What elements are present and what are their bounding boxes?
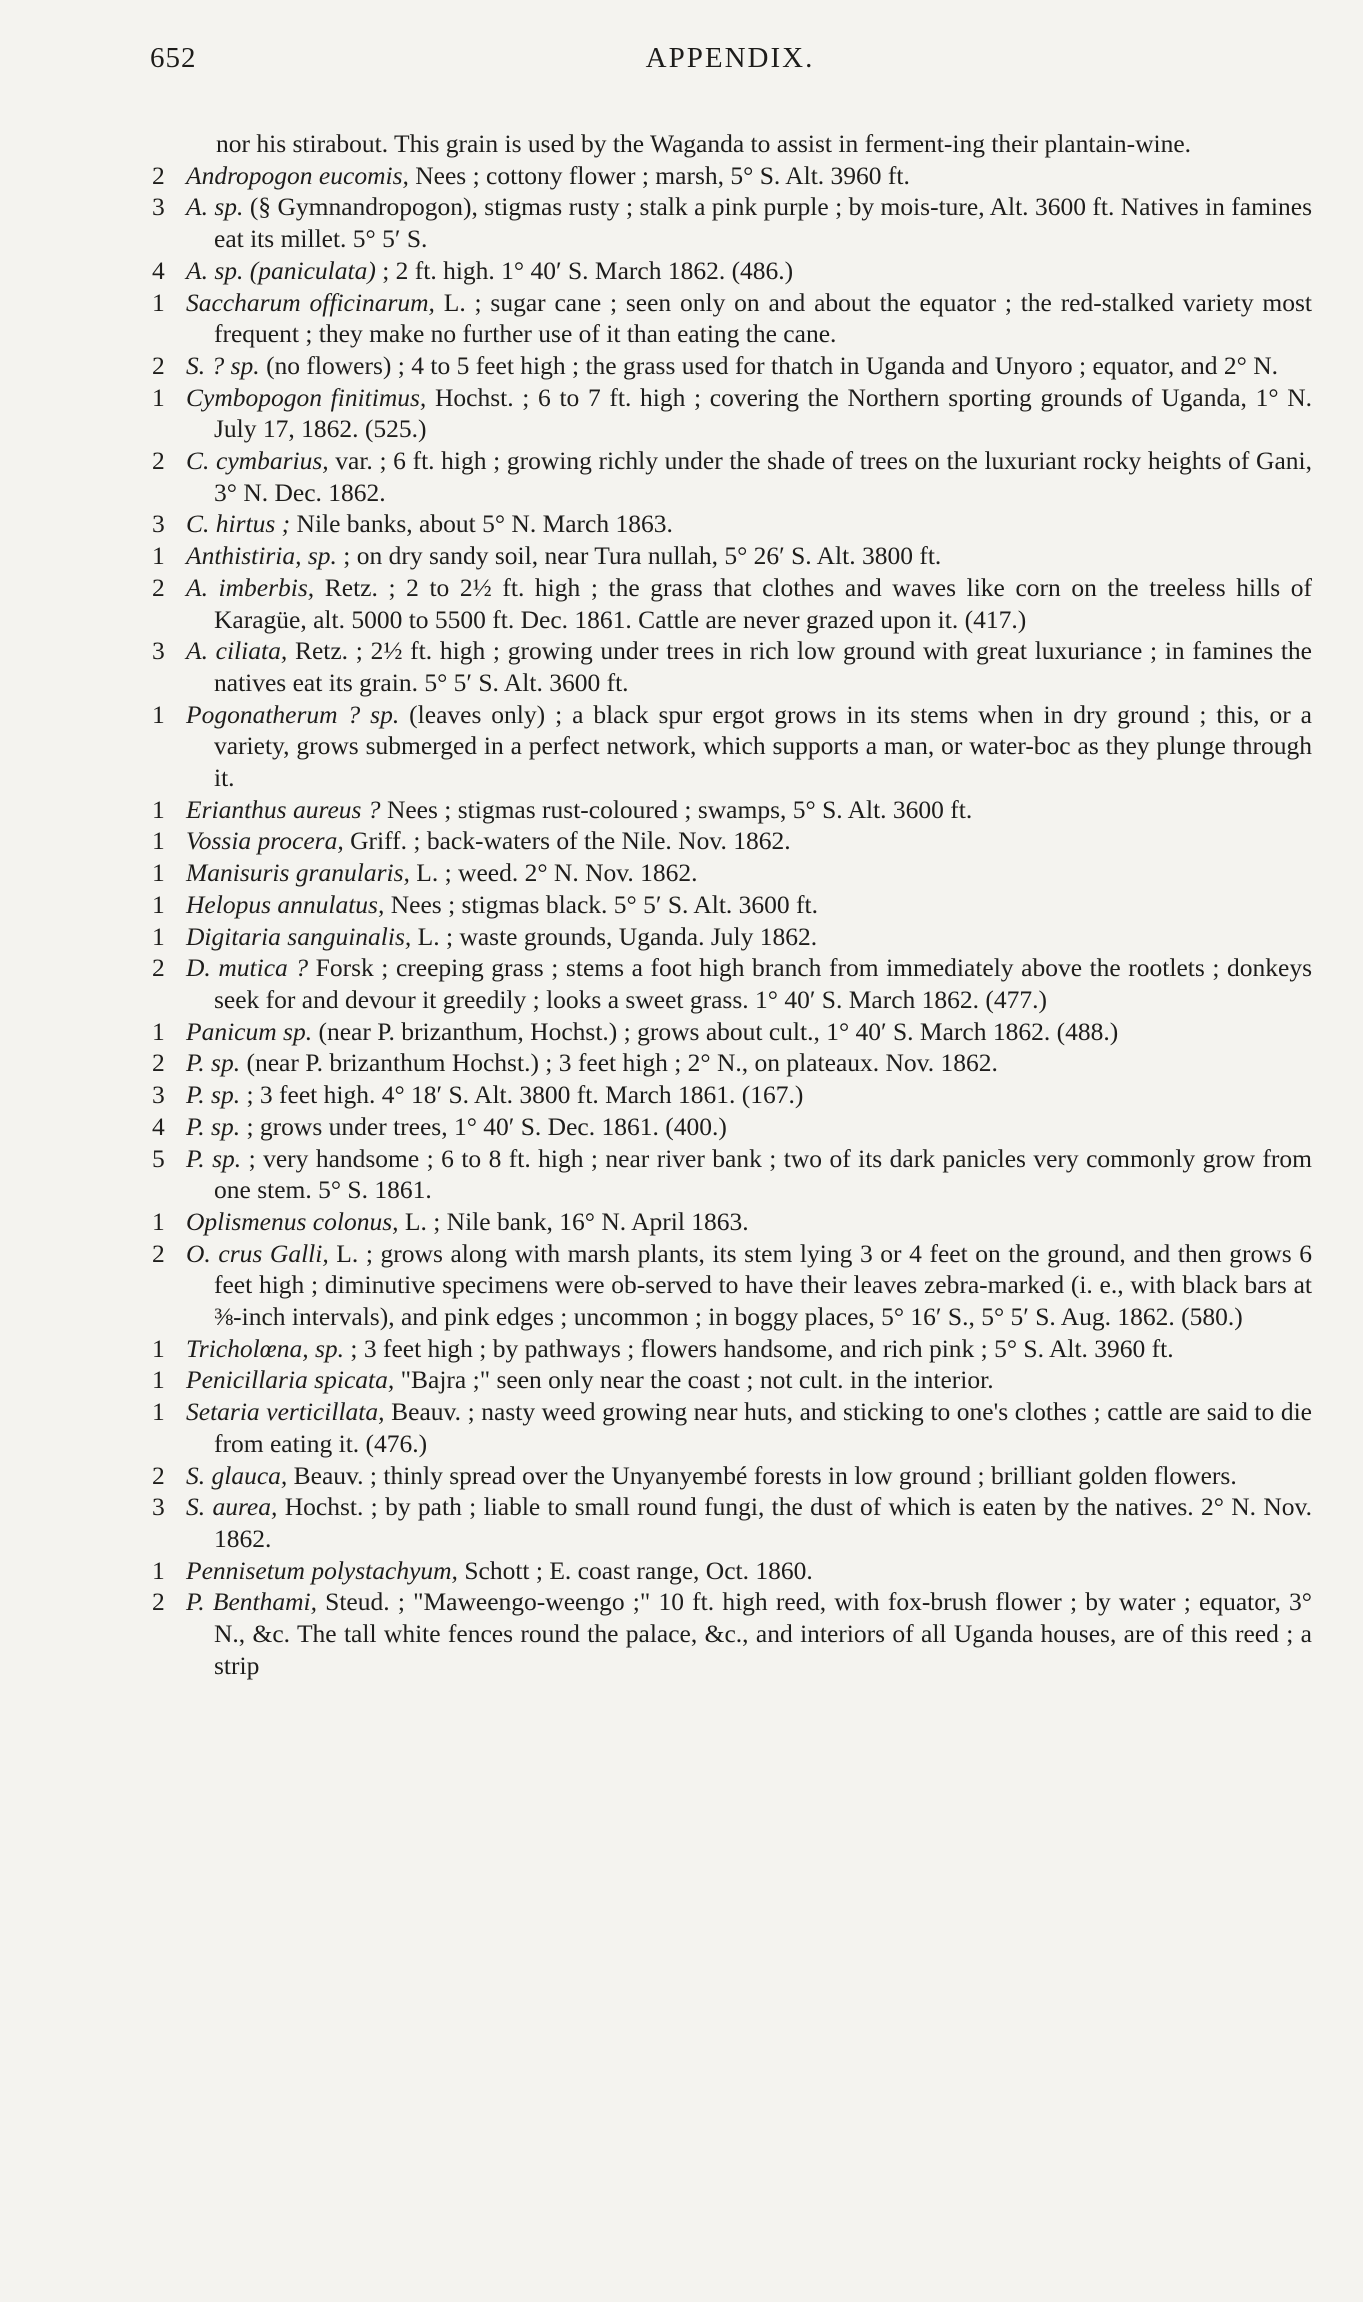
species-description: ; very handsome ; 6 to 8 ft. high ; near river bank ; two of its dark panicles very commonly grow from one stem. 5° S. 1861.	[214, 1143, 1312, 1205]
entry-text	[186, 889, 1312, 921]
entry-number: 1	[152, 858, 165, 888]
entry-text	[186, 1206, 1312, 1238]
species-name: S. ? sp.	[186, 350, 260, 380]
species-description: ; grows under trees, 1° 40′ S. Dec. 1861. (400.)	[240, 1111, 727, 1141]
entry-text	[186, 1079, 1312, 1111]
species-name: Anthistiria, sp.	[186, 541, 337, 571]
species-name: P. sp.	[186, 1048, 241, 1078]
species-name: Panicum sp.	[186, 1016, 313, 1046]
species-description: Schott ; E. coast range, Oct. 1860.	[457, 1555, 813, 1585]
species-name: Penicillaria spicata,	[186, 1365, 395, 1395]
species-description: ; 3 feet high. 4° 18′ S. Alt. 3800 ft. March 1861. (167.)	[240, 1080, 804, 1110]
entry-text	[186, 1555, 1312, 1587]
species-description: L. ; waste grounds, Uganda. July 1862.	[411, 921, 818, 951]
species-description: Hochst. ; 6 to 7 ft. high ; covering the Northern sporting grounds of Uganda, 1° N. July 17, 1862. (525.)	[214, 382, 1312, 444]
species-name: S. aurea,	[186, 1492, 278, 1522]
entry-text	[186, 1238, 1312, 1333]
species-name: Helopus annulatus,	[186, 889, 385, 919]
species-entry	[150, 889, 1312, 921]
species-description: L. ; grows along with marsh plants, its stem lying 3 or 4 feet on the ground, and then grows 6 feet high ; diminutive specimens were ob-served to have their leaves zebra-marked (i. e., with black bars at ⅜-inch intervals), and pink edges ; uncommon ; in boggy places, 5° 16′ S., 5° 5′ S. Aug. 1862. (580.)	[214, 1238, 1312, 1332]
species-description: (near P. brizanthum Hochst.) ; 3 feet high ; 2° N., on plateaux. Nov. 1862.	[240, 1048, 998, 1078]
entry-number: 1	[152, 287, 165, 317]
entry-number: 1	[152, 1555, 165, 1585]
entry-number: 4	[152, 255, 165, 285]
species-description: Steud. ; "Maweengo-weengo ;" 10 ft. high reed, with fox-brush flower ; by water ; equator, 3° N., &c. The tall white fences round the palace, &c., and interiors of all Uganda houses, are of this reed ; a strip	[214, 1587, 1312, 1680]
continuation-paragraph: nor his stirabout. This grain is used by the Waganda to assist in ferment-ing their plantain-wine.	[216, 129, 1192, 158]
entry-text	[186, 287, 1312, 350]
species-name: Tricholœna, sp.	[186, 1333, 344, 1363]
entry-number: 5	[152, 1143, 165, 1173]
entry-text	[186, 825, 1312, 857]
species-name: Saccharum officinarum,	[186, 287, 435, 317]
entry-text	[186, 350, 1312, 382]
species-entry	[150, 160, 1312, 192]
entry-text	[186, 699, 1312, 794]
species-name: Pogonatherum ? sp.	[186, 699, 400, 729]
species-name: C. hirtus ;	[186, 509, 291, 539]
species-name: Vossia procera,	[186, 826, 344, 856]
species-name: P. sp.	[186, 1111, 241, 1141]
entry-number: 1	[152, 826, 165, 856]
species-entry	[150, 1143, 1312, 1206]
species-description: L. ; Nile bank, 16° N. April 1863.	[398, 1206, 749, 1236]
species-name: Digitaria sanguinalis,	[186, 921, 412, 951]
entry-number: 2	[152, 160, 165, 190]
species-entry	[150, 1586, 1312, 1681]
entry-text	[186, 160, 1312, 192]
species-description: Beauv. ; thinly spread over the Unyanyembé forests in low ground ; brilliant golden flowers.	[287, 1460, 1237, 1490]
species-entry	[150, 857, 1312, 889]
species-description: Nees ; cottony flower ; marsh, 5° S. Alt. 3960 ft.	[408, 160, 910, 190]
species-entry	[150, 1555, 1312, 1587]
page-number: 652	[150, 42, 197, 74]
entry-text	[186, 1460, 1312, 1492]
species-name: C. cymbarius,	[186, 446, 329, 476]
entry-text	[186, 1143, 1312, 1206]
species-description: (§ Gymnandropogon), stigmas rusty ; stalk a pink purple ; by mois-ture, Alt. 3600 ft. Natives in famines eat its millet. 5° 5′ S.	[214, 192, 1312, 254]
entry-text	[186, 255, 1312, 287]
entry-text	[186, 572, 1312, 635]
entry-number: 1	[152, 1016, 165, 1046]
species-entry	[150, 1079, 1312, 1111]
species-entry	[150, 445, 1312, 508]
page-header	[150, 42, 1310, 82]
entry-number: 1	[152, 699, 165, 729]
species-description: Retz. ; 2½ ft. high ; growing under trees in rich low ground with great luxuriance ; in famines the natives eat its grain. 5° 5′ S. Alt. 3600 ft.	[214, 636, 1312, 697]
species-description: "Bajra ;" seen only near the coast ; not cult. in the interior.	[394, 1365, 994, 1395]
entry-number: 1	[152, 541, 165, 571]
entry-text	[186, 1016, 1312, 1048]
species-name: A. imberbis,	[186, 572, 315, 602]
entry-number: 4	[152, 1111, 165, 1141]
entry-number: 2	[152, 446, 165, 476]
species-description: Nees ; stigmas black. 5° 5′ S. Alt. 3600 ft.	[384, 889, 819, 919]
species-name: Oplismenus colonus,	[186, 1206, 399, 1236]
species-name: D. mutica ?	[186, 953, 309, 983]
species-entry	[150, 255, 1312, 287]
species-name: Pennisetum polystachyum,	[186, 1555, 458, 1585]
species-entry	[150, 287, 1312, 350]
species-entry	[150, 1491, 1312, 1554]
species-description: var. ; 6 ft. high ; growing richly under the shade of trees on the luxuriant rocky heights of Gani, 3° N. Dec. 1862.	[214, 446, 1312, 507]
species-description: Beauv. ; nasty weed growing near huts, and sticking to one's clothes ; cattle are said to die from eating it. (476.)	[214, 1397, 1312, 1458]
species-list	[150, 160, 1312, 1682]
species-description: (no flowers) ; 4 to 5 feet high ; the grass used for thatch in Uganda and Unyoro ; equator, and 2° N.	[259, 350, 1278, 380]
species-description: Forsk ; creeping grass ; stems a foot high branch from immediately above the rootlets ; donkeys seek for and devour it greedily ; looks a sweet grass. 1° 40′ S. March 1862. (477.)	[214, 953, 1312, 1014]
species-description: Retz. ; 2 to 2½ ft. high ; the grass that clothes and waves like corn on the treeless hills of Karagüe, alt. 5000 to 5500 ft. Dec. 1861. Cattle are never grazed upon it. (417.)	[214, 572, 1313, 634]
entry-text	[186, 445, 1312, 508]
species-entry	[150, 1396, 1312, 1459]
species-name: A. sp. (paniculata)	[186, 255, 376, 285]
species-entry	[150, 794, 1312, 826]
species-entry	[150, 1111, 1312, 1143]
species-description: Griff. ; back-waters of the Nile. Nov. 1862.	[343, 826, 791, 856]
species-entry	[150, 825, 1312, 857]
species-entry	[150, 1206, 1312, 1238]
entry-text	[186, 1396, 1312, 1459]
entry-number: 1	[152, 1397, 165, 1427]
species-entry	[150, 572, 1312, 635]
species-description: Hochst. ; by path ; liable to small round fungi, the dust of which is eaten by the natives. 2° N. Nov. 1862.	[214, 1492, 1312, 1553]
entry-text	[186, 635, 1312, 698]
species-entry	[150, 1460, 1312, 1492]
entry-number: 2	[152, 1587, 165, 1617]
entry-number: 2	[152, 1048, 165, 1078]
entry-text	[186, 1047, 1312, 1079]
page-body	[150, 128, 1312, 1681]
species-description: L. ; sugar cane ; seen only on and about the equator ; the red-stalked variety most frequent ; they make no further use of it than eating the cane.	[214, 287, 1312, 349]
entry-number: 2	[152, 350, 165, 380]
entry-number: 2	[152, 953, 165, 983]
species-description: Nile banks, about 5° N. March 1863.	[290, 509, 673, 539]
entry-number: 1	[152, 382, 165, 412]
species-entry	[150, 1016, 1312, 1048]
species-name: Manisuris granularis,	[186, 858, 410, 888]
entry-text	[186, 540, 1312, 572]
page-title: APPENDIX.	[645, 42, 815, 74]
entry-text	[186, 952, 1312, 1015]
entry-number: 3	[152, 1080, 165, 1110]
species-entry	[150, 540, 1312, 572]
species-name: Andropogon eucomis,	[186, 160, 409, 190]
species-entry	[150, 191, 1312, 254]
species-name: A. ciliata,	[186, 636, 288, 666]
species-entry	[150, 382, 1312, 445]
entry-text	[186, 382, 1312, 445]
species-entry	[150, 699, 1312, 794]
entry-text	[186, 794, 1312, 826]
species-description: ; 3 feet high ; by pathways ; flowers handsome, and rich pink ; 5° S. Alt. 3960 ft.	[344, 1333, 1174, 1363]
entry-number: 1	[152, 794, 165, 824]
species-description: Nees ; stigmas rust-coloured ; swamps, 5° S. Alt. 3600 ft.	[380, 794, 973, 824]
species-description: (leaves only) ; a black spur ergot grows in its stems when in dry ground ; this, or a variety, grows submerged in a perfect network, which supports a man, or water-boc as they plunge through it.	[214, 699, 1312, 793]
entry-number: 1	[152, 1206, 165, 1236]
entry-text	[186, 191, 1312, 254]
entry-text	[186, 1111, 1312, 1143]
entry-number: 1	[152, 1333, 165, 1363]
species-name: O. crus Galli,	[186, 1238, 329, 1268]
species-entry	[150, 508, 1312, 540]
species-name: Cymbopogon finitimus,	[186, 382, 427, 412]
species-entry	[150, 350, 1312, 382]
species-name: P. Benthami,	[186, 1587, 317, 1617]
species-entry	[150, 921, 1312, 953]
entry-text	[186, 1491, 1312, 1554]
species-name: Erianthus aureus ?	[186, 794, 381, 824]
entry-number: 3	[152, 1492, 165, 1522]
species-description: (near P. brizanthum, Hochst.) ; grows about cult., 1° 40′ S. March 1862. (488.)	[312, 1016, 1119, 1046]
entry-text	[186, 508, 1312, 540]
entry-text	[186, 857, 1312, 889]
entry-text	[186, 1586, 1312, 1681]
entry-number: 2	[152, 1238, 165, 1268]
species-entry	[150, 1238, 1312, 1333]
entry-number: 2	[152, 572, 165, 602]
entry-text	[186, 1333, 1312, 1365]
species-entry	[150, 635, 1312, 698]
entry-number: 3	[152, 636, 165, 666]
entry-text	[186, 1364, 1312, 1396]
species-name: A. sp.	[186, 192, 244, 222]
entry-text	[186, 921, 1312, 953]
entry-number: 2	[152, 1460, 165, 1490]
species-name: P. sp.	[186, 1080, 241, 1110]
entry-number: 1	[152, 1365, 165, 1395]
species-entry	[150, 1364, 1312, 1396]
species-description: ; on dry sandy soil, near Tura nullah, 5° 26′ S. Alt. 3800 ft.	[336, 541, 942, 571]
species-name: Setaria verticillata,	[186, 1397, 385, 1427]
species-entry	[150, 1333, 1312, 1365]
entry-number: 3	[152, 509, 165, 539]
entry-number: 1	[152, 921, 165, 951]
entry-number: 1	[152, 889, 165, 919]
species-description: L. ; weed. 2° N. Nov. 1862.	[409, 858, 698, 888]
species-entry	[150, 1047, 1312, 1079]
entry-number: 3	[152, 192, 165, 222]
species-entry	[150, 952, 1312, 1015]
species-name: P. sp.	[186, 1143, 242, 1173]
species-name: S. glauca,	[186, 1460, 288, 1490]
species-description: ; 2 ft. high. 1° 40′ S. March 1862. (486.)	[375, 255, 794, 285]
